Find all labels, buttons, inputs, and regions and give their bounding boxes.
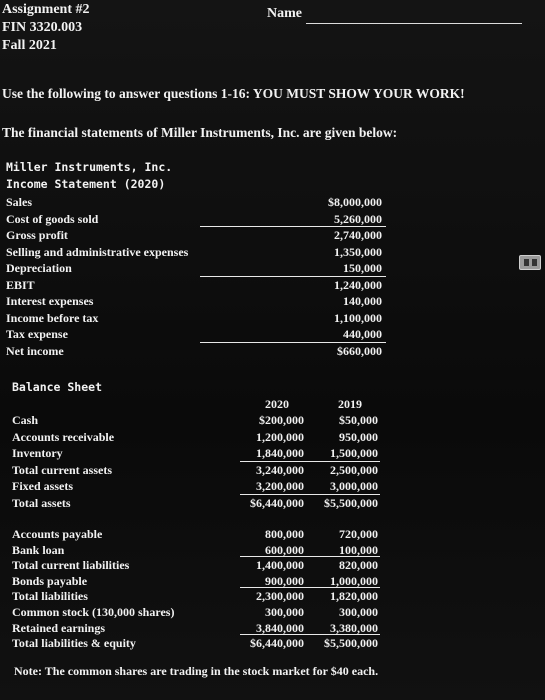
bs-liability-2019: 1,000,000 bbox=[330, 573, 378, 588]
bs-liability-label: Bonds payable bbox=[12, 573, 88, 588]
bs-liability-rule bbox=[240, 587, 380, 588]
is-row-value: 1,100,000 bbox=[334, 310, 382, 325]
is-row-label: Interest expenses bbox=[6, 294, 94, 308]
bs-asset-2019: $50,000 bbox=[339, 413, 378, 427]
bs-liability-label: Retained earnings bbox=[12, 620, 105, 635]
is-row-label: Income before tax bbox=[6, 310, 99, 325]
bs-liability-2020: $6,440,000 bbox=[250, 636, 304, 651]
balance-sheet-title: Balance Sheet bbox=[12, 380, 103, 394]
bs-asset-label: Inventory bbox=[12, 446, 63, 460]
term: Fall 2021 bbox=[2, 38, 57, 53]
bs-liability-rule bbox=[240, 556, 380, 557]
bs-liability-2019: 3,380,000 bbox=[330, 620, 378, 635]
bs-liability-2019: $5,500,000 bbox=[324, 636, 378, 651]
bs-asset-2019: 3,000,000 bbox=[330, 479, 378, 493]
is-subtotal-rule bbox=[200, 226, 386, 227]
bs-liability-2020: 2,300,000 bbox=[256, 589, 304, 604]
note-text: Note: The common shares are trading in the stock market for $40 each. bbox=[14, 664, 379, 678]
is-row-label: Sales bbox=[6, 195, 33, 209]
bs-liability-2019: 300,000 bbox=[339, 605, 378, 619]
bs-liability-2020: 900,000 bbox=[265, 573, 304, 588]
is-row-label: Net income bbox=[6, 343, 64, 358]
is-row-value: 1,240,000 bbox=[334, 277, 382, 292]
bs-asset-label: Total current assets bbox=[12, 462, 112, 477]
is-subtotal-rule bbox=[200, 276, 386, 277]
name-field-line bbox=[306, 23, 522, 24]
name-label: Name bbox=[267, 6, 302, 21]
is-row-label: Cost of goods sold bbox=[6, 211, 99, 226]
bs-liability-2020: 3,840,000 bbox=[256, 620, 304, 635]
bs-liability-2019: 100,000 bbox=[339, 542, 378, 557]
assignment-title: Assignment #2 bbox=[2, 2, 90, 17]
bs-liability-2019: 820,000 bbox=[339, 558, 378, 573]
year-2020-header: 2020 bbox=[265, 397, 289, 411]
bs-asset-2019: 2,500,000 bbox=[330, 462, 378, 477]
overlay-widget-icon bbox=[519, 255, 541, 270]
bs-asset-2020: 1,840,000 bbox=[256, 446, 304, 460]
instructions: Use the following to answer questions 1-16: YOU MUST SHOW YOUR WORK! bbox=[2, 86, 465, 101]
bs-asset-2019: 1,500,000 bbox=[330, 446, 378, 460]
bs-liability-2020: 300,000 bbox=[265, 605, 304, 619]
bs-liability-label: Bank loan bbox=[12, 542, 65, 557]
bs-asset-2020: 3,200,000 bbox=[256, 479, 304, 493]
is-row-label: Gross profit bbox=[6, 228, 68, 242]
is-row-value: 150,000 bbox=[343, 261, 382, 275]
is-subtotal-rule bbox=[200, 342, 386, 343]
bs-asset-2020: 3,240,000 bbox=[256, 462, 304, 477]
bs-liability-rule bbox=[240, 634, 380, 635]
is-row-label: EBIT bbox=[6, 277, 35, 292]
course-code: FIN 3320.003 bbox=[2, 20, 83, 35]
is-row-label: Depreciation bbox=[6, 261, 72, 275]
bs-liability-2020: 800,000 bbox=[265, 527, 304, 541]
is-row-label: Selling and administrative expenses bbox=[6, 244, 189, 259]
bs-liability-label: Total current liabilities bbox=[12, 558, 130, 573]
is-row-value: 2,740,000 bbox=[334, 228, 382, 242]
bs-asset-rule bbox=[240, 461, 380, 462]
bs-asset-2019: $5,500,000 bbox=[324, 495, 378, 510]
year-2019-header: 2019 bbox=[338, 397, 362, 411]
bs-asset-2020: 1,200,000 bbox=[256, 429, 304, 444]
income-statement-title: Income Statement (2020) bbox=[6, 177, 166, 191]
bs-liability-2019: 720,000 bbox=[339, 527, 378, 541]
bs-asset-label: Fixed assets bbox=[12, 479, 73, 493]
intro-text: The financial statements of Miller Instruments, Inc. are given below: bbox=[2, 125, 398, 140]
bs-asset-label: Cash bbox=[12, 413, 39, 427]
bs-liability-2020: 600,000 bbox=[265, 542, 304, 557]
is-row-value: 1,350,000 bbox=[334, 244, 382, 259]
is-row-value: $660,000 bbox=[337, 343, 382, 358]
bs-asset-2020: $200,000 bbox=[259, 413, 304, 427]
bs-asset-label: Total assets bbox=[12, 495, 71, 510]
is-row-value: 440,000 bbox=[343, 327, 382, 341]
is-row-value: $8,000,000 bbox=[328, 195, 382, 209]
company-name: Miller Instruments, Inc. bbox=[6, 160, 173, 174]
is-row-label: Tax expense bbox=[6, 327, 68, 341]
bs-liability-label: Total liabilities bbox=[12, 589, 88, 604]
bs-asset-2019: 950,000 bbox=[339, 429, 378, 444]
bs-liability-label: Total liabilities & equity bbox=[12, 636, 136, 651]
bs-asset-2020: $6,440,000 bbox=[250, 495, 304, 510]
is-row-value: 140,000 bbox=[343, 294, 382, 308]
bs-liability-label: Common stock (130,000 shares) bbox=[12, 605, 175, 619]
bs-liability-label: Accounts payable bbox=[12, 527, 103, 541]
bs-liability-2020: 1,400,000 bbox=[256, 558, 304, 573]
is-row-value: 5,260,000 bbox=[334, 211, 382, 226]
bs-asset-rule bbox=[240, 494, 380, 495]
bs-liability-2019: 1,820,000 bbox=[330, 589, 378, 604]
bs-asset-label: Accounts receivable bbox=[12, 429, 115, 444]
